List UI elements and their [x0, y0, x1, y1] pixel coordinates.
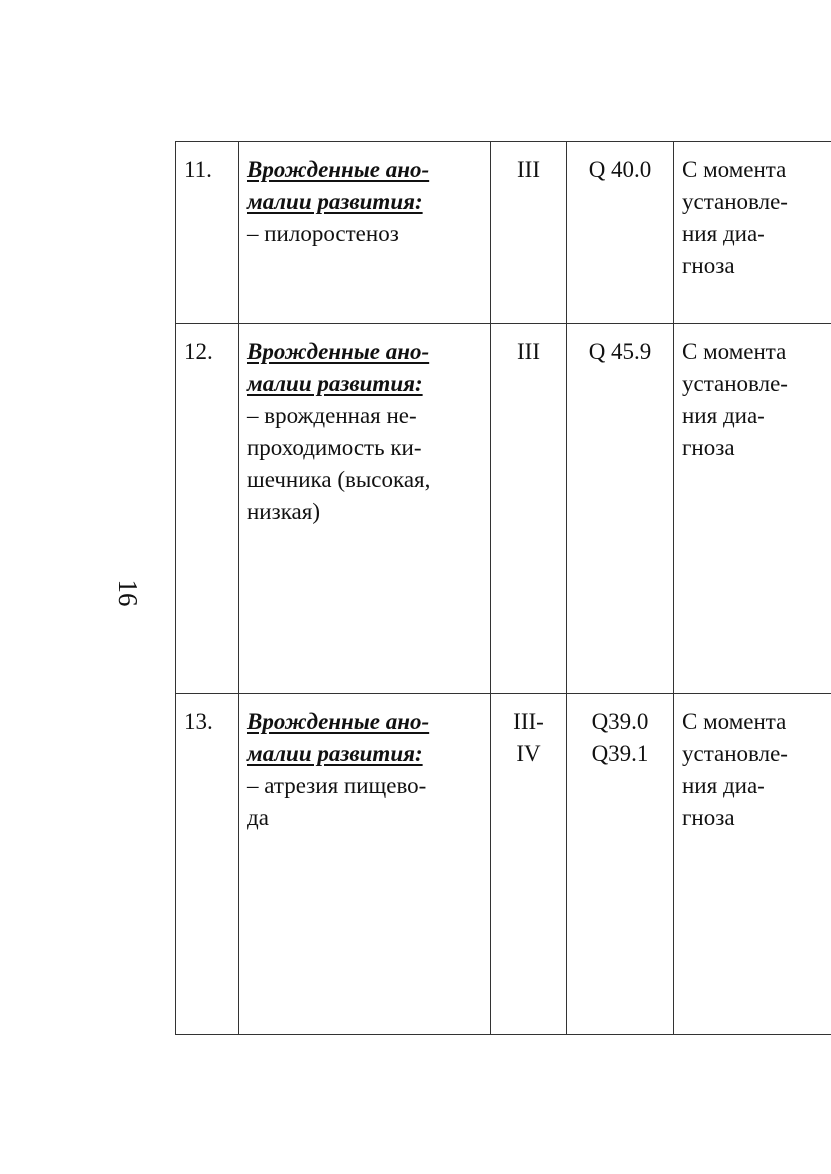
diagnosis-heading: малии развития: — [247, 741, 423, 766]
diagnosis-cell — [239, 694, 491, 1035]
table-row — [176, 142, 831, 324]
icd-code: Q39.0 — [591, 709, 649, 734]
diagnosis-heading: Врожденные ано- — [247, 339, 430, 364]
period-text: С момента — [682, 709, 787, 734]
diagnosis-text: проходимость ки- — [247, 435, 422, 460]
period-text: ния диа- — [682, 403, 765, 428]
row-number: 13. — [176, 694, 239, 1035]
period-cell — [674, 694, 831, 1035]
diagnosis-text: шечника (высокая, — [247, 467, 431, 492]
icd-code-cell — [567, 694, 674, 1035]
group-value: III — [517, 339, 540, 364]
icd-code: Q39.1 — [591, 741, 649, 766]
table-row — [176, 324, 831, 694]
diagnosis-text: – врожденная не- — [247, 403, 417, 428]
period-text: ния диа- — [682, 773, 765, 798]
row-number: 11. — [176, 142, 239, 324]
period-text: установле- — [682, 741, 788, 766]
disease-table — [175, 141, 831, 1035]
period-text: С момента — [682, 157, 787, 182]
row-number: 12. — [176, 324, 239, 694]
group-cell — [491, 324, 567, 694]
group-value: III- — [513, 709, 544, 734]
period-text: гноза — [682, 435, 735, 460]
diagnosis-text: – атрезия пищево- — [247, 773, 427, 798]
icd-code-cell — [567, 142, 674, 324]
diagnosis-text: – пилоростеноз — [247, 221, 399, 246]
diagnosis-heading: малии развития: — [247, 371, 423, 396]
period-text: ния диа- — [682, 221, 765, 246]
period-text: установле- — [682, 371, 788, 396]
period-text: С момента — [682, 339, 787, 364]
period-text: гноза — [682, 805, 735, 830]
group-value: IV — [516, 741, 541, 766]
group-cell — [491, 142, 567, 324]
period-cell — [674, 142, 831, 324]
table-row — [176, 694, 831, 1035]
period-text: гноза — [682, 253, 735, 278]
icd-code: Q 40.0 — [588, 157, 652, 182]
icd-code-cell — [567, 324, 674, 694]
diagnosis-heading: Врожденные ано- — [247, 709, 430, 734]
diagnosis-text: низкая) — [247, 499, 320, 524]
diagnosis-heading: Врожденные ано- — [247, 157, 430, 182]
diagnosis-cell — [239, 324, 491, 694]
group-cell — [491, 694, 567, 1035]
diagnosis-text: да — [247, 805, 269, 830]
group-value: III — [517, 157, 540, 182]
page-number: 16 — [113, 579, 143, 607]
diagnosis-heading: малии развития: — [247, 189, 423, 214]
period-cell — [674, 324, 831, 694]
icd-code: Q 45.9 — [588, 339, 652, 364]
period-text: установле- — [682, 189, 788, 214]
diagnosis-cell — [239, 142, 491, 324]
